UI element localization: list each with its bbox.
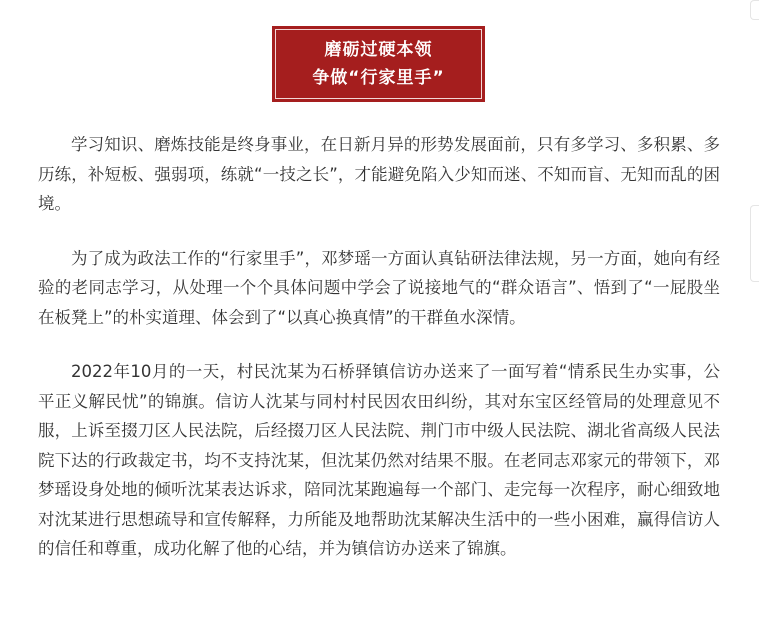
article-paragraph-1: 学习知识、磨炼技能是终身事业，在日新月异的形势发展面前，只有多学习、多积累、多历练，补短板、强弱项，练就“一技之长”，才能避免陷入少知而迷、不知而盲、无知而乱的困境。 xyxy=(38,135,720,213)
article-paragraph-2: 为了成为政法工作的“行家里手”，邓梦瑶一方面认真钻研法律法规，另一方面，她向有经验的老同志学习，从处理一个个具体问题中学会了说接地气的“群众语言”、悟到了“一屁股坐在板凳上”的朴实道理、体会到了“以真心换真情”的干群鱼水深情。 xyxy=(38,248,720,327)
side-panel-edge-top xyxy=(750,0,759,20)
side-panel-edge-tab[interactable] xyxy=(750,205,759,282)
section-title-line-2: 争做“行家里手” xyxy=(312,68,445,88)
section-title-line-1: 磨砺过硬本领 xyxy=(324,40,433,60)
article-body xyxy=(38,130,720,589)
article-paragraph-3: 2022年10月的一天，村民沈某为石桥驿镇信访办送来了一面写着“情系民生办实事，公平正义解民忧”的锦旗。信访人沈某与同村村民因农田纠纷，其对东宝区经管局的处理意见不服，上诉至掇刀区人民法院，后经掇刀区人民法院、荆门市中级人民法院、湖北省高级人民法院下达的行政裁定书，均不支持沈某，但沈某仍然对结果不服。在老同志邓家元的带领下，邓梦瑶设身处地的倾听沈某表达诉求，陪同沈某跑遍每一个部门、走完每一次程序，耐心细致地对沈某进行思想疏导和宣传解释，力所能及地帮助沈某解决生活中的一些小困难，赢得信访人的信任和尊重，成功化解了他的心结，并为镇信访办送来了锦旗。 xyxy=(38,362,720,558)
section-title-frame xyxy=(275,29,482,99)
section-title-box xyxy=(272,26,485,102)
